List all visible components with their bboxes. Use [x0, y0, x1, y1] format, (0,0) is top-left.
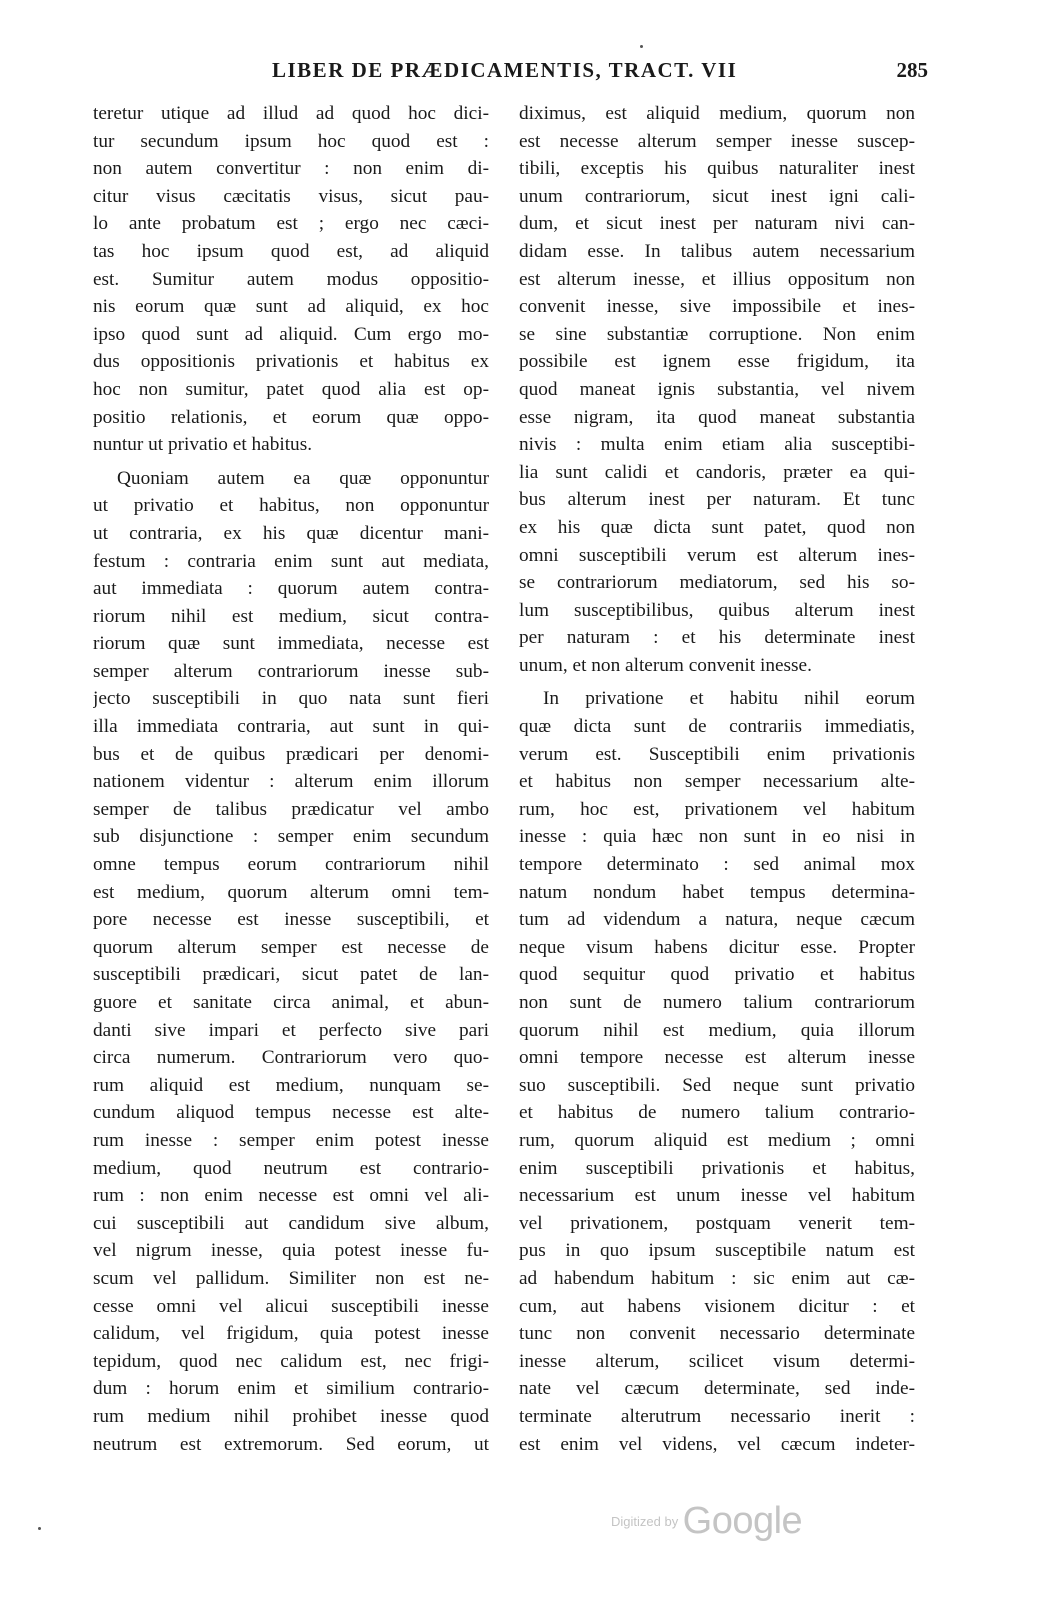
text-line: lo ante probatum est ; ergo nec cæci-: [93, 213, 489, 235]
text-line: riorum quæ sunt immediata, necesse est: [93, 633, 489, 655]
text-line: ad habendum habitum : sic enim aut cæ-: [519, 1267, 915, 1289]
text-line: possibile est ignem esse frigidum, ita: [519, 351, 915, 373]
text-line: cundum aliquod tempus necesse est alte-: [93, 1102, 489, 1124]
text-line: neque visum habens dicitur esse. Propter: [519, 936, 915, 958]
text-line: bus alterum inest per naturam. Et tunc: [519, 489, 915, 511]
text-line: rum, quorum aliquid est medium ; omni: [519, 1129, 915, 1151]
text-line: rum, hoc est, privationem vel habitum: [519, 798, 915, 820]
text-line: vel nigrum inesse, quia potest inesse fu-: [93, 1240, 489, 1262]
text-line: quæ dicta sunt de contrariis immediatis,: [519, 716, 915, 738]
running-title: LIBER DE PRÆDICAMENTIS, TRACT. VII: [272, 58, 738, 82]
page-number: 285: [896, 58, 928, 82]
text-line: nivis : multa enim etiam alia susceptibi-: [519, 434, 915, 456]
text-line: est necesse alterum semper inesse suscep-: [519, 130, 915, 152]
text-line: natum nondum habet tempus determina-: [519, 881, 915, 903]
text-line: rum inesse : semper enim potest inesse: [93, 1129, 489, 1151]
text-line: nuntur ut privatio et habitus.: [93, 434, 313, 456]
left-text-column: [93, 100, 489, 1458]
google-logo: Google: [682, 1500, 803, 1542]
text-line: nis eorum quæ sunt ad aliquid, ex hoc: [93, 296, 489, 318]
text-line: suo susceptibili. Sed neque sunt privatio: [519, 1074, 915, 1096]
text-line: cui susceptibili aut candidum sive album,: [93, 1212, 489, 1234]
text-line: nationem videntur : alterum enim illorum: [93, 771, 489, 793]
text-line: lum susceptibilibus, quibus alterum inest: [519, 599, 915, 621]
text-line: rum medium nihil prohibet inesse quod: [93, 1405, 489, 1427]
scan-speck: [640, 45, 643, 48]
text-line: necessarium est unum inesse vel habitum: [519, 1185, 915, 1207]
text-line: per naturam : et his determinate inest: [519, 627, 915, 649]
text-line: positio relationis, et eorum quæ oppo-: [93, 406, 489, 428]
text-line: enim susceptibili privationis et habitus,: [519, 1157, 915, 1179]
text-line: semper alterum contrariorum inesse sub-: [93, 660, 489, 682]
text-line: jecto susceptibili in quo nata sunt fieri: [93, 688, 489, 710]
text-line: dus oppositionis privationis et habitus ex: [93, 351, 489, 373]
text-line: hoc non sumitur, patet quod alia est op-: [93, 378, 489, 400]
watermark-prefix: Digitized by: [611, 1514, 679, 1529]
text-line: aut immediata : quorum autem contra-: [93, 578, 489, 600]
text-line: ut contraria, ex his quæ dicentur mani-: [93, 522, 489, 544]
text-line: tur secundum ipsum hoc quod est :: [93, 130, 489, 152]
text-line: teretur utique ad illud ad quod hoc dici-: [93, 103, 489, 124]
scan-speck: [38, 1527, 41, 1530]
text-line: esse nigram, ita quod maneat substantia: [519, 406, 915, 428]
text-line: susceptibili prædicari, sicut patet de lan-: [93, 964, 489, 986]
text-line: In privatione et habitu nihil eorum: [543, 688, 915, 710]
text-line: est enim vel videns, vel cæcum indeter-: [519, 1433, 915, 1455]
text-line: ut privatio et habitus, non opponuntur: [93, 495, 489, 517]
text-line: sub disjunctione : semper enim secundum: [93, 826, 489, 848]
text-line: neutrum est extremorum. Sed eorum, ut: [93, 1433, 489, 1455]
text-line: didam esse. In talibus autem necessarium: [519, 240, 915, 262]
text-line: citur visus cæcitatis visus, sicut pau-: [93, 185, 489, 207]
text-line: omni susceptibili verum est alterum ines-: [519, 544, 915, 566]
text-line: ex his quæ dicta sunt patet, quod non: [519, 516, 915, 538]
text-line: non autem convertitur : non enim di-: [93, 158, 489, 180]
text-line: diximus, est aliquid medium, quorum non: [519, 103, 915, 124]
text-line: et habitus de numero talium contrario-: [519, 1102, 915, 1124]
text-line: et habitus non semper necessarium alte-: [519, 771, 915, 793]
text-line: riorum nihil est medium, sicut contra-: [93, 605, 489, 627]
text-line: cesse omni vel alicui susceptibili inesse: [93, 1295, 489, 1317]
text-line: quod sequitur quod privatio et habitus: [519, 964, 915, 986]
text-line: danti sive impari et perfecto sive pari: [93, 1019, 489, 1041]
text-line: rum aliquid est medium, nunquam se-: [93, 1074, 489, 1096]
text-line: omni tempore necesse est alterum inesse: [519, 1047, 915, 1069]
text-line: vel privationem, postquam venerit tem-: [519, 1212, 915, 1234]
text-line: inesse alterum, scilicet visum determi-: [519, 1350, 915, 1372]
text-line: pore necesse est inesse susceptibili, et: [93, 909, 489, 931]
text-line: verum est. Susceptibili enim privationis: [519, 743, 915, 765]
text-line: dum, et sicut inest per naturam nivi can-: [519, 213, 915, 235]
text-line: omne tempus eorum contrariorum nihil: [93, 854, 489, 876]
text-line: tepidum, quod nec calidum est, nec frigi-: [93, 1350, 489, 1372]
text-line: calidum, vel frigidum, quia potest inesse: [93, 1323, 489, 1345]
text-line: tempore determinato : sed animal mox: [519, 854, 915, 876]
text-line: bus et de quibus prædicari per denomi-: [93, 743, 489, 765]
digitized-watermark: [611, 1500, 802, 1543]
text-line: nate vel cæcum determinate, sed inde-: [519, 1378, 915, 1400]
text-line: tibili, exceptis his quibus naturaliter inest: [519, 158, 915, 180]
text-line: terminate alterutrum necessario inerit :: [519, 1405, 915, 1427]
text-line: quorum alterum semper est necesse de: [93, 936, 489, 958]
text-line: unum contrariorum, sicut inest igni cali-: [519, 185, 915, 207]
text-line: semper de talibus prædicatur vel ambo: [93, 798, 489, 820]
text-line: illa immediata contraria, aut sunt in qui-: [93, 716, 489, 738]
text-line: quorum nihil est medium, quia illorum: [519, 1019, 915, 1041]
text-line: lia sunt calidi et candoris, præter ea qui-: [519, 461, 915, 483]
text-line: pus in quo ipsum susceptibile natum est: [519, 1240, 915, 1262]
text-line: tum ad videndum a natura, neque cæcum: [519, 909, 915, 931]
text-line: cum, aut habens visionem dicitur : et: [519, 1295, 915, 1317]
text-line: se contrariorum mediatorum, sed his so-: [519, 572, 915, 594]
right-text-column: [519, 100, 915, 1458]
text-line: scum vel pallidum. Similiter non est ne-: [93, 1267, 489, 1289]
text-line: se sine substantiæ corruptione. Non enim: [519, 323, 915, 345]
text-line: convenit inesse, sive impossibile et ines-: [519, 296, 915, 318]
text-line: tas hoc ipsum quod est, ad aliquid: [93, 240, 489, 262]
text-line: dum : horum enim et similium contrario-: [93, 1378, 489, 1400]
text-line: medium, quod neutrum est contrario-: [93, 1157, 489, 1179]
text-line: est alterum inesse, et illius oppositum non: [519, 268, 915, 290]
text-line: inesse : quia hæc non sunt in eo nisi in: [519, 826, 915, 848]
text-line: non sunt de numero talium contrariorum: [519, 992, 915, 1013]
text-line: tunc non convenit necessario determinate: [519, 1323, 915, 1345]
text-line: quod maneat ignis substantia, vel nivem: [519, 378, 915, 400]
text-line: festum : contraria enim sunt aut mediata,: [93, 550, 489, 572]
text-line: rum : non enim necesse est omni vel ali-: [93, 1185, 489, 1207]
text-line: est medium, quorum alterum omni tem-: [93, 881, 489, 903]
text-line: unum, et non alterum convenit inesse.: [519, 654, 812, 676]
text-line: est. Sumitur autem modus oppositio-: [93, 268, 489, 290]
text-line: ipso quod sunt ad aliquid. Cum ergo mo-: [93, 323, 489, 345]
text-line: circa numerum. Contrariorum vero quo-: [93, 1047, 489, 1069]
text-line: guore et sanitate circa animal, et abun-: [93, 992, 489, 1013]
text-line: Quoniam autem ea quæ opponuntur: [117, 467, 489, 489]
